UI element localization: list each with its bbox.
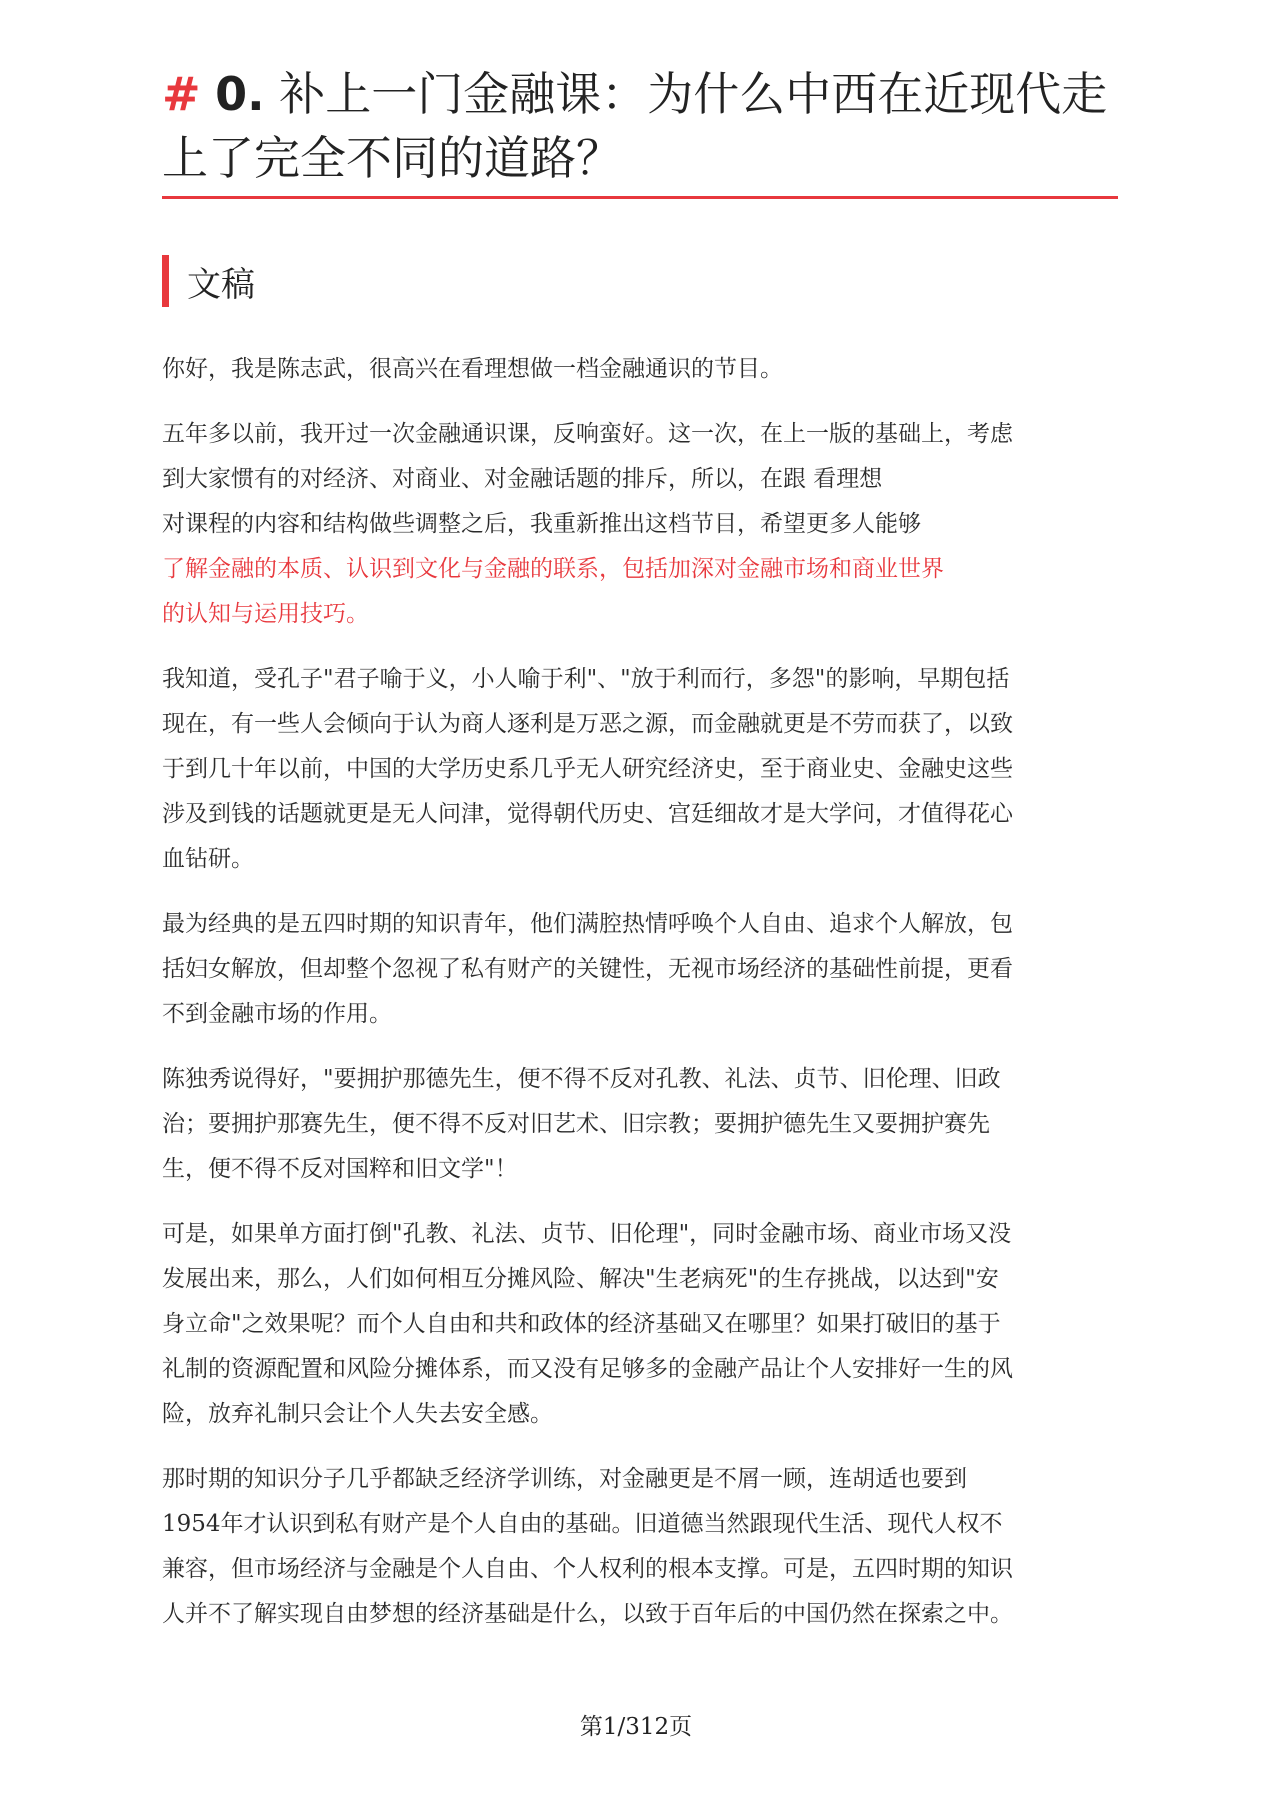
paragraph-line: 那时期的知识分子几乎都缺乏经济学训练，对金融更是不屑一顾，连胡适也要到 xyxy=(162,1466,967,1492)
title-line-1: 补上一门金融课：为什么中西在近现代走 xyxy=(279,67,1108,121)
paragraph-line: 最为经典的是五四时期的知识青年，他们满腔热情呼唤个人自由、追求个人解放，包 xyxy=(162,911,1013,937)
paragraph-line: 涉及到钱的话题就更是无人问津，觉得朝代历史、宫廷细故才是大学问，才值得花心 xyxy=(162,801,1013,827)
page-number: 第1/312页 xyxy=(579,1714,693,1740)
paragraph-line: 发展出来，那么，人们如何相互分摊风险、解决"生老病死"的生存挑战，以达到"安 xyxy=(162,1266,999,1292)
paragraph-line: 到大家惯有的对经济、对商业、对金融话题的排斥，所以，在跟 看理想 xyxy=(162,466,883,492)
highlighted-line: 的认知与运用技巧。 xyxy=(162,601,369,627)
paragraph-line: 人并不了解实现自由梦想的经济基础是什么，以致于百年后的中国仍然在探索之中。 xyxy=(162,1601,1013,1627)
paragraph-line: 现在，有一些人会倾向于认为商人逐利是万恶之源，而金融就更是不劳而获了，以致 xyxy=(162,711,1013,737)
document-page xyxy=(162,62,1118,1657)
title-hash-mark: # xyxy=(162,67,201,121)
paragraph-line: 1954年才认识到私有财产是个人自由的基础。旧道德当然跟现代生活、现代人权不 xyxy=(162,1511,1003,1537)
paragraph-line: 礼制的资源配置和风险分摊体系，而又没有足够多的金融产品让个人安排好一生的风 xyxy=(162,1356,1013,1382)
paragraph xyxy=(162,412,1118,637)
paragraph-line: 治；要拥护那赛先生，便不得不反对旧艺术、旧宗教；要拥护德先生又要拥护赛先 xyxy=(162,1111,990,1137)
paragraph-line: 兼容，但市场经济与金融是个人自由、个人权利的根本支撑。可是，五四时期的知识 xyxy=(162,1556,1013,1582)
article-body xyxy=(162,347,1118,1637)
paragraph xyxy=(162,1212,1118,1437)
page-title xyxy=(162,62,1118,199)
paragraph-line: 可是，如果单方面打倒"孔教、礼法、贞节、旧伦理"，同时金融市场、商业市场又没 xyxy=(162,1221,1012,1247)
title-line-2: 上了完全不同的道路？ xyxy=(162,131,622,185)
paragraph xyxy=(162,902,1118,1037)
paragraph-line: 对课程的内容和结构做些调整之后，我重新推出这档节目，希望更多人能够 xyxy=(162,511,921,537)
paragraph-line: 血钻研。 xyxy=(162,846,254,872)
paragraph-line: 险，放弃礼制只会让个人失去安全感。 xyxy=(162,1401,553,1427)
paragraph xyxy=(162,347,1118,392)
paragraph xyxy=(162,657,1118,882)
paragraph-line: 生，便不得不反对国粹和旧文学"！ xyxy=(162,1156,518,1182)
title-number: 0. xyxy=(215,67,265,121)
paragraph-line: 于到几十年以前，中国的大学历史系几乎无人研究经济史，至于商业史、金融史这些 xyxy=(162,756,1013,782)
paragraph-line: 身立命"之效果呢？而个人自由和共和政体的经济基础又在哪里？如果打破旧的基于 xyxy=(162,1311,1001,1337)
paragraph-line: 括妇女解放，但却整个忽视了私有财产的关键性，无视市场经济的基础性前提，更看 xyxy=(162,956,1013,982)
highlighted-line: 了解金融的本质、认识到文化与金融的联系，包括加深对金融市场和商业世界 xyxy=(162,556,944,582)
paragraph xyxy=(162,1457,1118,1637)
paragraph-line: 不到金融市场的作用。 xyxy=(162,1001,392,1027)
paragraph-line: 我知道，受孔子"君子喻于义，小人喻于利"、"放于利而行，多怨"的影响，早期包括 xyxy=(162,666,1010,692)
paragraph-line: 五年多以前，我开过一次金融通识课，反响蛮好。这一次，在上一版的基础上，考虑 xyxy=(162,421,1013,447)
paragraph-line: 你好，我是陈志武，很高兴在看理想做一档金融通识的节目。 xyxy=(162,356,783,382)
paragraph-line: 陈独秀说得好，"要拥护那德先生，便不得不反对孔教、礼法、贞节、旧伦理、旧政 xyxy=(162,1066,1001,1092)
paragraph xyxy=(162,1057,1118,1192)
section-heading xyxy=(162,255,1118,307)
section-heading-label: 文稿 xyxy=(187,264,255,305)
